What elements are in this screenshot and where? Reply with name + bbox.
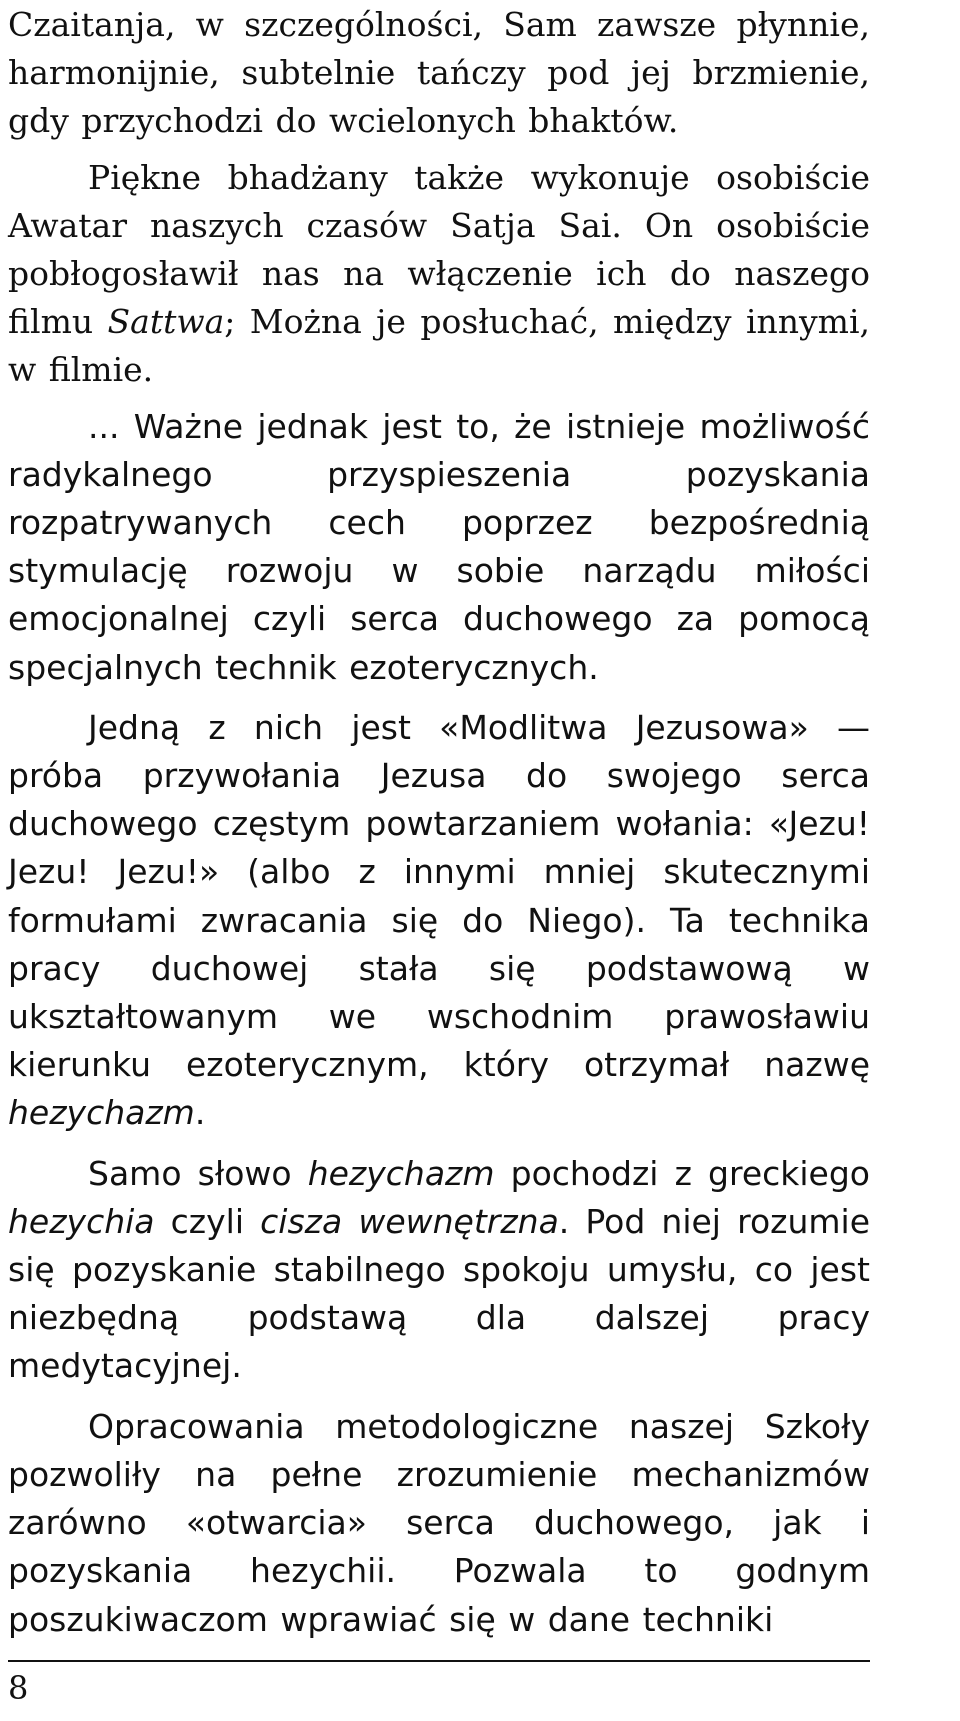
footer-rule xyxy=(8,1660,870,1662)
paragraph-2-run-3: ; Można je posłuchać, między innymi, w filmie. xyxy=(8,302,870,390)
term-hezychazm-2: hezychazm xyxy=(307,1153,495,1193)
film-title-sattwa: Sattwa xyxy=(107,302,225,342)
paragraph-4-run-1: Jedną z nich jest «Modlitwa Jezusowa» — próba przywołania Jezusa do swojego serca duchowego częstym powtarzaniem wołania: «Jezu! Jezu! Jezu!» (albo z innymi mniej skutecznymi formułami zwracania się do Niego). Ta technika pracy duchowej stała się podstawową w ukształtowanym we wschodnim prawosławiu kierunku ezoterycznym, który otrzymał nazwę xyxy=(8,707,870,1085)
paragraph-1-text: Czaitanja, w szczególności, Sam zawsze płynnie, harmonijnie, subtelnie tańczy pod jej brzmienie, gdy przychodzi do wcielonych bhaktów. xyxy=(8,5,870,141)
paragraph-5 xyxy=(8,1150,870,1391)
paragraph-3 xyxy=(8,403,870,692)
paragraph-5-run-1: Samo słowo xyxy=(88,1153,308,1193)
paragraph-5-run-3: pochodzi z greckiego xyxy=(494,1153,870,1193)
paragraph-4-run-3: . xyxy=(194,1093,206,1133)
page-body xyxy=(8,0,870,1644)
paragraph-5-run-7: . Pod niej rozumie się pozyskanie stabilnego spokoju umysłu, co jest niezbędną podstawą dla dalszej pracy medytacyjnej. xyxy=(8,1201,870,1386)
paragraph-2-run-1: Piękne bhadżany także wykonuje osobiście Awatar naszych czasów Satja Sai. On osobiście pobłogosławił nas na włączenie ich do naszego filmu xyxy=(8,157,870,342)
paragraph-3-text: ... Ważne jednak jest to, że istnieje możliwość radykalnego przyspieszenia pozyskania rozpatrywanych cech poprzez bezpośrednią stymulację rozwoju w sobie narządu miłości emocjonalnej czyli serca duchowego za pomocą specjalnych technik ezoterycznych. xyxy=(8,406,870,687)
paragraph-4 xyxy=(8,704,870,1138)
term-hezychia: hezychia xyxy=(8,1201,155,1241)
paragraph-1 xyxy=(8,1,870,146)
paragraph-5-run-5: czyli xyxy=(154,1201,261,1241)
paragraph-2 xyxy=(8,154,870,395)
term-cisza-wewnetrzna: cisza wewnętrzna xyxy=(260,1201,559,1241)
page-number: 8 xyxy=(8,1669,29,1707)
paragraph-6 xyxy=(8,1403,870,1644)
term-hezychazm: hezychazm xyxy=(8,1093,195,1133)
paragraph-6-text: Opracowania metodologiczne naszej Szkoły pozwoliły na pełne zrozumienie mechanizmów zarówno «otwarcia» serca duchowego, jak i pozyskania hezychii. Pozwala to godnym poszukiwaczom wprawiać się w dane techniki xyxy=(8,1406,870,1639)
